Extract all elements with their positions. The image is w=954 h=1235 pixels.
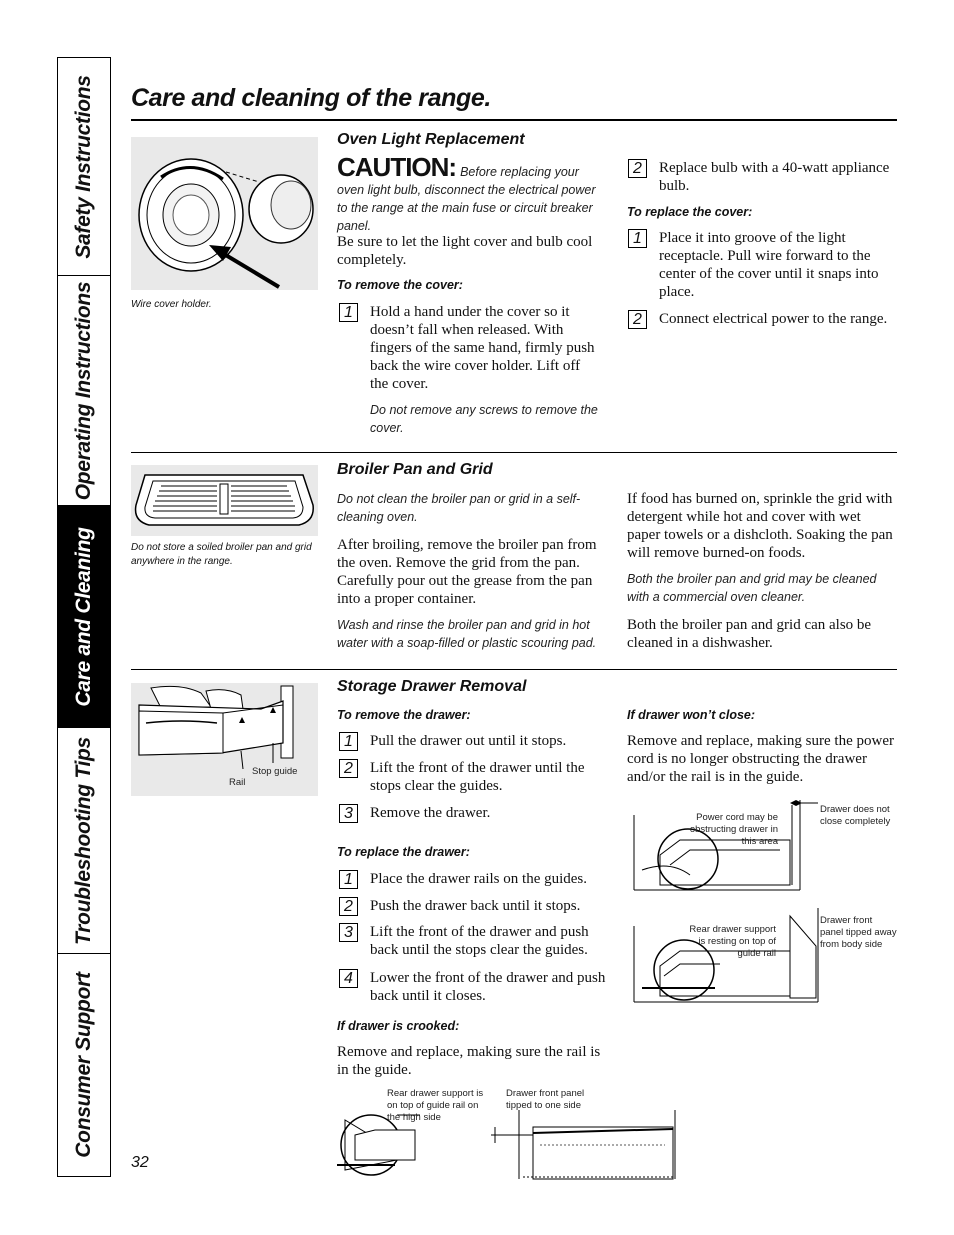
- diag2-label-panel: Drawer front panel tipped away from body side: [820, 915, 897, 950]
- step-number: 1: [628, 229, 647, 248]
- tab-label: Troubleshooting Tips: [72, 736, 95, 945]
- broiler-caption: Do not store a soiled broiler pan and grid anywhere in the range.: [131, 542, 312, 567]
- step-number: 3: [339, 804, 358, 823]
- step-text: Lower the front of the drawer and push back until it closes.: [370, 970, 606, 1004]
- oven-light-caption: Wire cover holder.: [131, 299, 212, 310]
- crooked-drawer-title: If drawer is crooked:: [337, 1019, 460, 1033]
- step-number: 4: [339, 969, 358, 988]
- title-rule: [131, 119, 897, 121]
- caution-block: [337, 152, 609, 235]
- remove-drawer-title: To remove the drawer:: [337, 708, 471, 722]
- remove-drawer-step-2: [339, 759, 609, 795]
- broiler-para-3: Both the broiler pan and grid can also be cleaned in a dishwasher.: [627, 617, 872, 651]
- replace-cover-step-1: [628, 229, 893, 301]
- remove-cover-title: To remove the cover:: [337, 278, 463, 292]
- tab-care-and-cleaning[interactable]: [58, 506, 110, 728]
- replace-drawer-step-2: [339, 897, 611, 916]
- tab-consumer-support[interactable]: [58, 954, 110, 1176]
- step-text: Place it into groove of the light receptacle. Pull wire forward to the center of the cover until it snaps into place.: [659, 230, 879, 300]
- drawer-stop-label: Stop guide: [252, 766, 298, 777]
- diag1-label-close: Drawer does not close completely: [820, 804, 891, 827]
- step-text: Replace bulb with a 40-watt appliance bulb.: [659, 160, 890, 194]
- crooked-label-support: Rear drawer support is on top of guide rail on the high side: [387, 1088, 484, 1123]
- drawer-heading: Storage Drawer Removal: [337, 678, 527, 695]
- remove-drawer-step-3: [339, 804, 609, 823]
- broiler-pan-illustration: [131, 465, 318, 536]
- step-number: 2: [628, 159, 647, 178]
- step-number: 3: [339, 923, 358, 942]
- diag1-label-cord: Power cord may be obstructing drawer in this area: [689, 812, 778, 847]
- step-text: Connect electrical power to the range.: [659, 311, 888, 327]
- tab-label: Care and Cleaning: [72, 526, 95, 707]
- tab-safety-instructions[interactable]: [58, 58, 110, 276]
- replace-cover-step-2: [628, 310, 893, 329]
- replace-drawer-step-4: [339, 969, 611, 1005]
- wont-close-title: If drawer won’t close:: [627, 708, 756, 722]
- tab-operating-instructions[interactable]: [58, 276, 110, 506]
- section-divider: [131, 669, 897, 670]
- section-tab-bar: [57, 57, 111, 1177]
- step-text: Pull the drawer out until it stops.: [370, 733, 567, 749]
- step-text: Push the drawer back until it stops.: [370, 898, 581, 914]
- tab-label: Operating Instructions: [72, 281, 95, 500]
- step-text: Lift the front of the drawer until the stops clear the guides.: [370, 760, 585, 794]
- light-socket-icon: [131, 137, 318, 290]
- step-number: 2: [339, 759, 358, 778]
- step-number: 1: [339, 870, 358, 889]
- crooked-drawer-text: Remove and replace, making sure the rail is in the guide.: [337, 1044, 601, 1078]
- step-text: Lift the front of the drawer and push back until the stops clear the guides.: [370, 924, 589, 958]
- drawer-illustration: [131, 683, 318, 796]
- caution-label: CAUTION:: [337, 152, 457, 182]
- step-number: 2: [628, 310, 647, 329]
- step-number: 2: [339, 897, 358, 916]
- step-number: 1: [339, 732, 358, 751]
- wont-close-text: Remove and replace, making sure the power cord is no longer obstructing the drawer and/or the rail is in the guide.: [627, 733, 894, 785]
- replace-drawer-step-3: [339, 923, 611, 959]
- step-text: Remove the drawer.: [370, 805, 491, 821]
- tab-label: Consumer Support: [72, 972, 95, 1158]
- step-text: Place the drawer rails on the guides.: [370, 871, 588, 887]
- crooked-label-panel: Drawer front panel tipped to one side: [506, 1088, 585, 1111]
- broiler-para-2: If food has burned on, sprinkle the grid with detergent while hot and cover with wet paper towels or a dishcloth. Soaking the pan will remove burned-on foods.: [627, 491, 893, 561]
- oven-light-intro: Be sure to let the light cover and bulb cool completely.: [337, 234, 593, 268]
- oven-light-heading: Oven Light Replacement: [337, 131, 525, 148]
- page-title: Care and cleaning of the range.: [131, 84, 491, 112]
- replace-cover-title: To replace the cover:: [627, 205, 753, 219]
- broiler-note-wash: Wash and rinse the broiler pan and grid in hot water with a soap-filled or plastic scouring pad.: [337, 618, 597, 650]
- remove-drawer-step-1: [339, 732, 609, 751]
- oven-light-illustration: [131, 137, 318, 290]
- replace-bulb-step-2: [628, 159, 893, 195]
- page-number: 32: [131, 1154, 149, 1171]
- tab-label: Safety Instructions: [72, 74, 95, 259]
- remove-cover-note: Do not remove any screws to remove the cover.: [370, 403, 598, 435]
- step-text: Hold a hand under the cover so it doesn’t fall when released. With fingers of the same hand, firmly push back the wire cover holder. Lift off the cover.: [370, 304, 595, 392]
- caution-text: Before replacing your oven light bulb, disconnect the electrical power to the range at the main fuse or circuit breaker panel.: [337, 165, 596, 233]
- drawer-icon: [131, 683, 318, 796]
- section-divider: [131, 452, 897, 453]
- diag2-label-support: Rear drawer support is resting on top of guide rail: [689, 924, 776, 959]
- drawer-rail-label: Rail: [229, 777, 246, 788]
- broiler-note-self-clean: Do not clean the broiler pan or grid in a self-cleaning oven.: [337, 492, 581, 524]
- step-number: 1: [339, 303, 358, 322]
- replace-drawer-step-1: [339, 870, 611, 889]
- broiler-note-cleaner: Both the broiler pan and grid may be cleaned with a commercial oven cleaner.: [627, 572, 877, 604]
- replace-drawer-title: To replace the drawer:: [337, 845, 470, 859]
- remove-cover-step-1: [339, 303, 599, 393]
- broiler-para-1: After broiling, remove the broiler pan from the oven. Remove the grid from the pan. Carefully pour out the grease from the pan into a proper container.: [337, 537, 597, 607]
- broiler-pan-icon: [131, 465, 318, 536]
- tab-troubleshooting-tips[interactable]: [58, 728, 110, 954]
- broiler-heading: Broiler Pan and Grid: [337, 461, 493, 478]
